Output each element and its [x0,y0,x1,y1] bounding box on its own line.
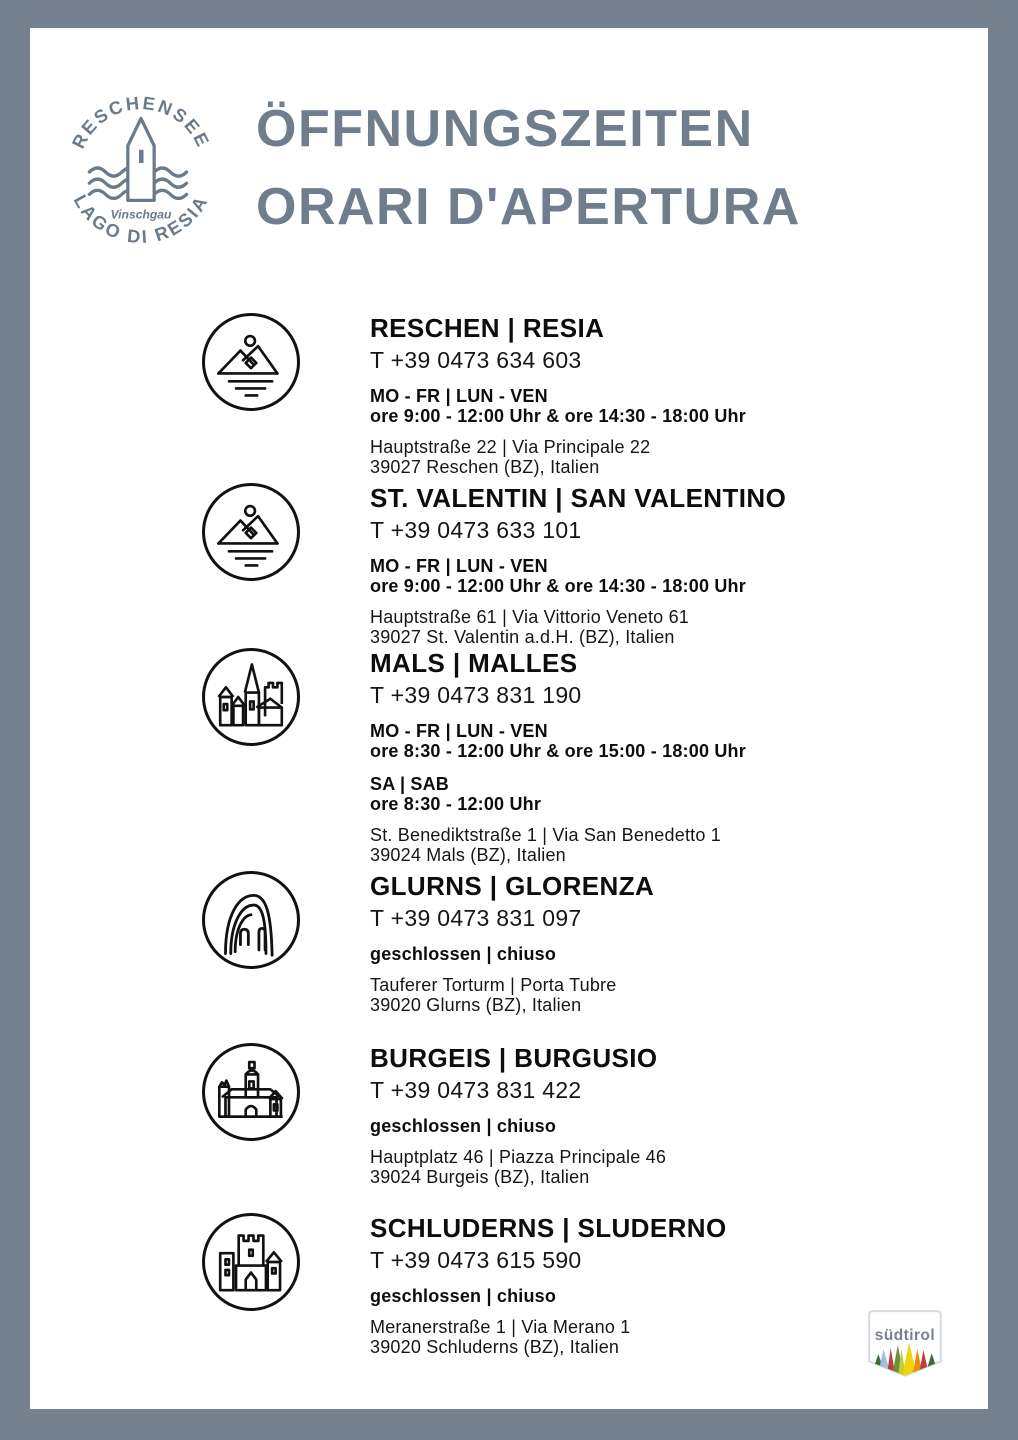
office-name: BURGEIS | BURGUSIO [370,1043,658,1073]
abbey-icon [202,1043,300,1141]
church-tower-in-lake-icon [128,118,154,200]
office-hours: MO - FR | LUN - VEN ore 9:00 - 12:00 Uhr & ore 14:30 - 18:00 Uhr [370,386,746,426]
town-gate-arch-icon [202,871,300,969]
office-phone: T +39 0473 831 190 [370,682,582,708]
office-name: RESCHEN | RESIA [370,313,605,343]
office-address: St. Benediktstraße 1 | Via San Benedetto 1 39024 Mals (BZ), Italien [370,825,721,865]
poster-page [30,28,988,1409]
office-section-reschen [202,313,942,477]
office-phone: T +39 0473 831 097 [370,905,582,931]
office-name: SCHLUDERNS | SLUDERNO [370,1213,727,1243]
office-phone: T +39 0473 633 101 [370,517,582,543]
office-phone: T +39 0473 831 422 [370,1077,582,1103]
lake-mountains-icon [202,313,300,411]
office-section-mals [202,648,942,865]
office-hours-weekdays: MO - FR | LUN - VEN ore 8:30 - 12:00 Uhr & ore 15:00 - 18:00 Uhr [370,721,746,761]
office-closed-status: geschlossen | chiuso [370,944,557,964]
office-section-burgeis [202,1043,942,1187]
logo-arc-top-text: RESCHENSEE [68,92,214,152]
office-address: Hauptstraße 22 | Via Principale 22 39027 Reschen (BZ), Italien [370,437,651,477]
office-phone: T +39 0473 634 603 [370,347,582,373]
office-address: Tauferer Torturm | Porta Tubre 39020 Glurns (BZ), Italien [370,975,617,1015]
office-address: Hauptplatz 46 | Piazza Principale 46 39024 Burgeis (BZ), Italien [370,1147,667,1187]
logo-arc-bottom-text: LAGO DI RESIA [69,191,213,248]
logo-region-text: Vinschgau [110,207,172,222]
office-closed-status: geschlossen | chiuso [370,1116,557,1136]
office-address: Hauptstraße 61 | Via Vittorio Veneto 61 39027 St. Valentin a.d.H. (BZ), Italien [370,607,690,647]
office-hours: MO - FR | LUN - VEN ore 9:00 - 12:00 Uhr & ore 14:30 - 18:00 Uhr [370,556,746,596]
page-title-line1: ÖFFNUNGSZEITEN [256,100,754,158]
office-hours-saturday: SA | SAB ore 8:30 - 12:00 Uhr [370,774,542,814]
office-closed-status: geschlossen | chiuso [370,1286,557,1306]
office-phone: T +39 0473 615 590 [370,1247,582,1273]
office-name: MALS | MALLES [370,648,578,678]
suedtirol-badge [864,1306,946,1390]
castle-icon [202,1213,300,1311]
page-title [256,90,801,246]
office-section-st-valentin [202,483,942,647]
badge-label: südtirol [874,1326,936,1344]
village-towers-icon [202,648,300,746]
office-section-glurns [202,871,942,1015]
reschensee-logo [60,86,222,248]
office-section-schluderns [202,1213,942,1357]
office-name: GLURNS | GLORENZA [370,871,655,901]
page-title-line2: ORARI D'APERTURA [256,178,801,236]
office-name: ST. VALENTIN | SAN VALENTINO [370,483,787,513]
office-address: Meranerstraße 1 | Via Merano 1 39020 Schluderns (BZ), Italien [370,1317,631,1357]
lake-mountains-icon [202,483,300,581]
